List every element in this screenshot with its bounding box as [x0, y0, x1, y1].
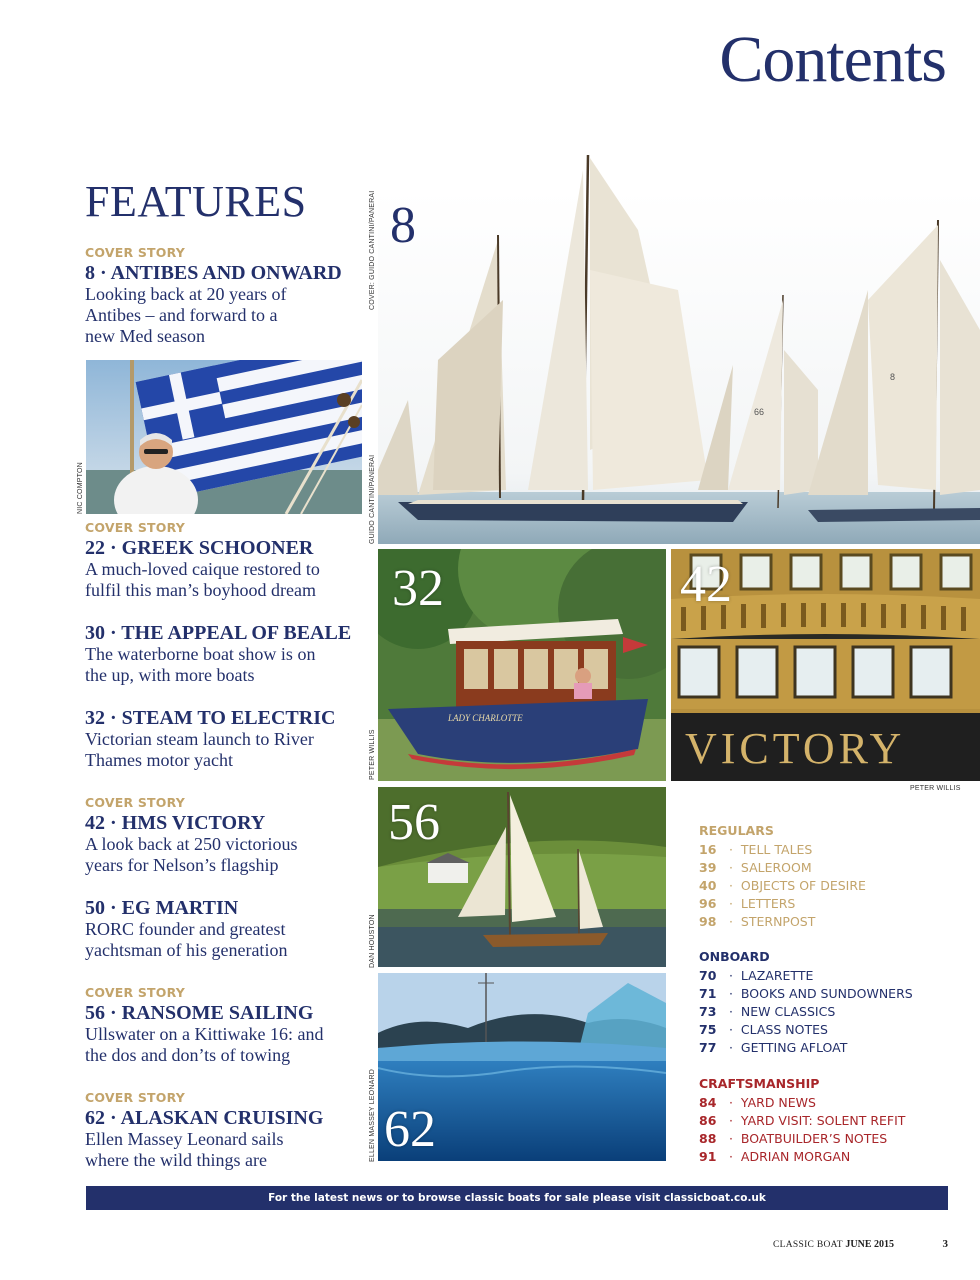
photo-credit: PETER WILLIS: [369, 729, 376, 780]
feature-desc-line: Thames motor yacht: [85, 750, 233, 770]
list-item[interactable]: 84 · YARD NEWS: [699, 1095, 816, 1110]
page-number-62: 62: [384, 1101, 436, 1158]
feature-item[interactable]: [85, 520, 370, 601]
feature-headline: 30 · THE APPEAL OF BEALE: [85, 622, 352, 644]
list-item[interactable]: 91 · ADRIAN MORGAN: [699, 1149, 851, 1164]
feature-desc-line: the up, with more boats: [85, 665, 255, 685]
feature-desc-line: The waterborne boat show is on: [85, 644, 316, 664]
photo-credit: ELLEN MASSEY LEONARD: [369, 1069, 376, 1162]
list-item[interactable]: 86 · YARD VISIT: SOLENT REFIT: [699, 1113, 906, 1128]
feature-desc-line: Victorian steam launch to River: [85, 729, 314, 749]
page-number: 3: [942, 1238, 948, 1250]
feature-desc-line: A much-loved caique restored to: [85, 559, 320, 579]
boat-name: LADY CHARLOTTE: [448, 713, 523, 723]
feature-item[interactable]: [85, 985, 370, 1066]
photo-credit: PETER WILLIS: [910, 785, 961, 792]
photo-credit: NIC COMPTON: [77, 462, 84, 514]
cover-story-tag: COVER STORY: [85, 985, 186, 1000]
svg-text:66: 66: [754, 407, 765, 417]
section-title: ONBOARD: [699, 949, 770, 964]
victory-sign: VICTORY: [685, 724, 906, 773]
list-item[interactable]: 77 · GETTING AFLOAT: [699, 1040, 848, 1055]
section-title: CRAFTSMANSHIP: [699, 1076, 820, 1091]
svg-text:8: 8: [890, 372, 896, 382]
feature-desc-line: Ullswater on a Kittiwake 16: and: [85, 1024, 324, 1044]
feature-desc-line: Antibes – and forward to a: [85, 305, 278, 325]
feature-desc-line: fulfil this man’s boyhood dream: [85, 580, 316, 600]
cover-story-tag: COVER STORY: [85, 520, 186, 535]
feature-item[interactable]: [85, 245, 370, 347]
list-item[interactable]: 16 · TELL TALES: [699, 842, 813, 857]
page-number-32: 32: [392, 560, 444, 617]
feature-headline: 42 · HMS VICTORY: [85, 812, 266, 834]
feature-desc-line: Looking back at 20 years of: [85, 284, 287, 304]
list-item[interactable]: 70 · LAZARETTE: [699, 968, 814, 983]
cover-story-tag: COVER STORY: [85, 245, 186, 260]
page-number-8: 8: [390, 197, 416, 254]
antibes-sailing-photo: [378, 150, 980, 544]
page-title: Contents: [719, 23, 946, 96]
regulars-section: [699, 822, 866, 931]
feature-desc-line: years for Nelson’s flagship: [85, 855, 279, 875]
running-footer: CLASSIC BOAT JUNE 2015: [773, 1239, 894, 1250]
craftsmanship-section: [699, 1075, 905, 1166]
list-item[interactable]: 73 · NEW CLASSICS: [699, 1004, 836, 1019]
feature-headline: 50 · EG MARTIN: [85, 897, 239, 919]
feature-headline: 8 · ANTIBES AND ONWARD: [85, 262, 342, 284]
feature-desc-line: yachtsman of his generation: [85, 940, 288, 960]
cover-story-tag: COVER STORY: [85, 795, 186, 810]
website-banner[interactable]: For the latest news or to browse classic boats for sale please visit classicboat.co.uk: [86, 1186, 948, 1210]
photo-credit: GUIDO CANTINI/PANERAI: [369, 454, 376, 544]
photo-credit: COVER: GUIDO CANTINI/PANERAI: [369, 190, 376, 310]
feature-desc-line: Ellen Massey Leonard sails: [85, 1129, 284, 1149]
greek-schooner-photo: [86, 360, 362, 514]
list-item[interactable]: 39 · SALEROOM: [699, 860, 812, 875]
feature-item[interactable]: [85, 1090, 370, 1171]
feature-desc-line: A look back at 250 victorious: [85, 834, 298, 854]
list-item[interactable]: 75 · CLASS NOTES: [699, 1022, 828, 1037]
onboard-section: [699, 948, 913, 1057]
list-item[interactable]: 40 · OBJECTS OF DESIRE: [699, 878, 866, 893]
photo-credit: DAN HOUSTON: [369, 914, 376, 968]
page-number-42: 42: [680, 556, 732, 613]
feature-desc-line: where the wild things are: [85, 1150, 267, 1170]
feature-desc-line: the dos and don’ts of towing: [85, 1045, 291, 1065]
feature-headline: 62 · ALASKAN CRUISING: [85, 1107, 324, 1129]
features-heading: FEATURES: [85, 177, 307, 226]
list-item[interactable]: 71 · BOOKS AND SUNDOWNERS: [699, 986, 913, 1001]
list-item[interactable]: 98 · STERNPOST: [699, 914, 816, 929]
feature-desc-line: RORC founder and greatest: [85, 919, 286, 939]
feature-item[interactable]: [85, 707, 370, 771]
feature-item[interactable]: [85, 622, 370, 686]
feature-item[interactable]: [85, 795, 370, 876]
feature-desc-line: new Med season: [85, 326, 205, 346]
feature-item[interactable]: [85, 897, 370, 961]
section-title: REGULARS: [699, 823, 774, 838]
cover-story-tag: COVER STORY: [85, 1090, 186, 1105]
page-number-56: 56: [388, 794, 440, 851]
list-item[interactable]: 96 · LETTERS: [699, 896, 796, 911]
feature-headline: 22 · GREEK SCHOONER: [85, 537, 314, 559]
feature-headline: 32 · STEAM TO ELECTRIC: [85, 707, 336, 729]
list-item[interactable]: 88 · BOATBUILDER’S NOTES: [699, 1131, 888, 1146]
feature-headline: 56 · RANSOME SAILING: [85, 1002, 314, 1024]
